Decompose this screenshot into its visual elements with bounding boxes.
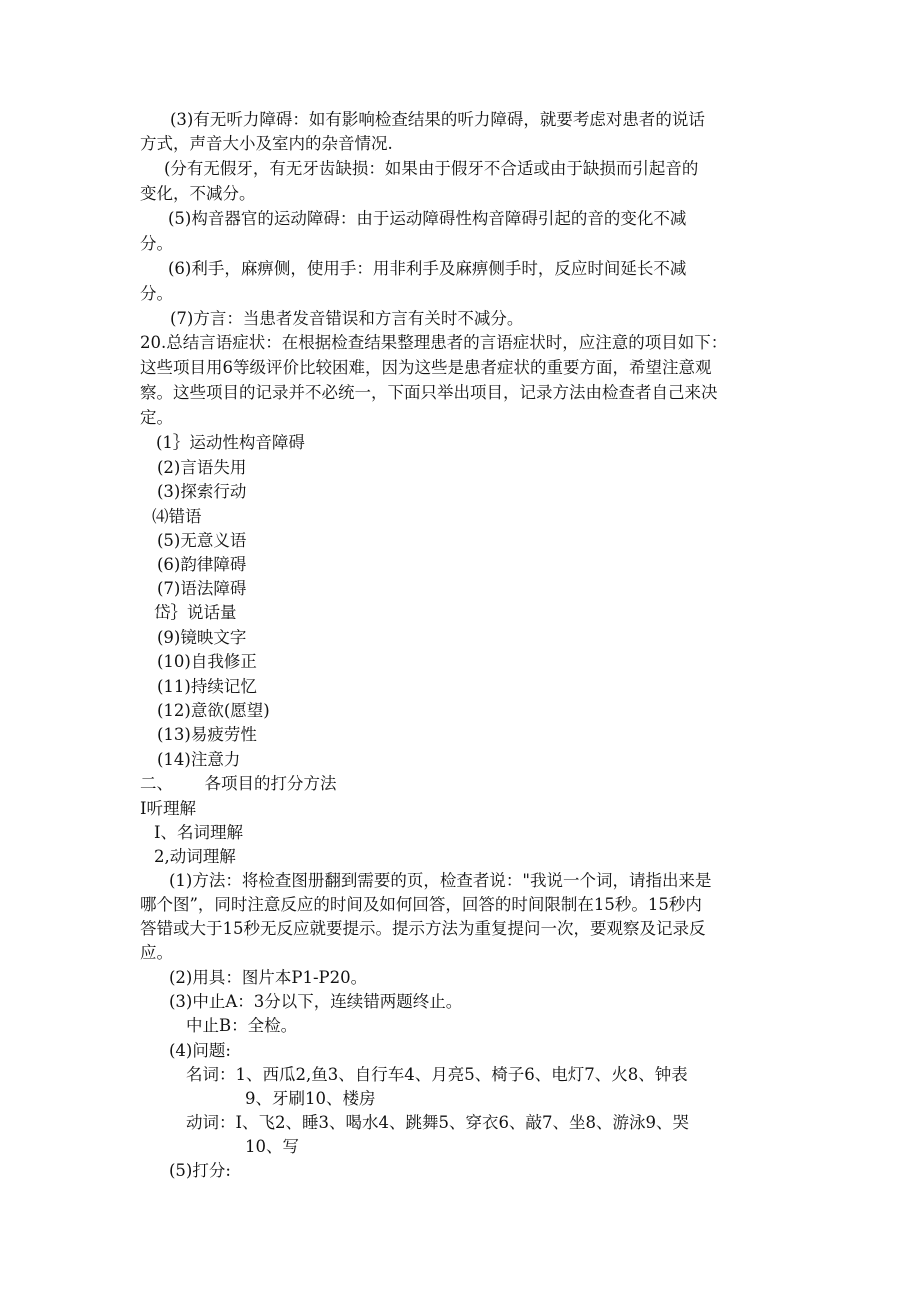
method-line4: 应。 bbox=[140, 943, 173, 962]
list-item: (11)持续记忆 bbox=[157, 677, 257, 696]
method-line2: 哪个图”，同时注意反应的时间及如何回答，回答的时间限制在15秒。15秒内 bbox=[140, 895, 702, 914]
list-item: (12)意欲(愿望) bbox=[157, 701, 270, 720]
list-item: (13)易疲劳性 bbox=[157, 725, 257, 744]
nouns-line2: 9、牙刷10、楼房 bbox=[245, 1089, 376, 1108]
verbs-line2: 10、写 bbox=[245, 1137, 299, 1156]
subsection-noun-comprehension: I、名词理解 bbox=[154, 823, 244, 842]
list-item: (7)语法障碍 bbox=[157, 579, 247, 598]
section-20-line1: 20.总结言语症状：在根据检查结果整理患者的言语症状时，应注意的项目如下： bbox=[140, 333, 728, 352]
para-6-line2: 分。 bbox=[140, 284, 173, 303]
list-item: ⑷错语 bbox=[152, 507, 202, 526]
section-heading-listening: I听理解 bbox=[140, 799, 197, 818]
para-3-line1: (3)有无听力障碍：如有影响检查结果的听力障碍，就要考虑对患者的说话 bbox=[170, 110, 705, 129]
questions-heading: (4)问题: bbox=[169, 1041, 231, 1060]
section-heading-two: 二、 各项目的打分方法 bbox=[140, 774, 337, 793]
stop-b-line: 中止B：全检。 bbox=[186, 1016, 298, 1035]
list-item: (1｝运动性构音障碍 bbox=[156, 433, 305, 452]
list-item: (3)探索行动 bbox=[157, 482, 247, 501]
para-5-line2: 分。 bbox=[140, 234, 173, 253]
section-20-line2: 这些项目用6等级评价比较困难，因为这些是患者症状的重要方面，希望注意观 bbox=[140, 358, 712, 377]
para-4-line2: 变化，不减分。 bbox=[140, 184, 256, 203]
tools-line: (2)用具：图片本P1-P20。 bbox=[169, 968, 368, 987]
list-item: (10)自我修正 bbox=[157, 652, 257, 671]
scoring-heading: (5)打分: bbox=[169, 1161, 231, 1180]
verbs-line1: 动词：I、飞2、睡3、喝水4、跳舞5、穿衣6、敲7、坐8、游泳9、哭 bbox=[186, 1113, 690, 1132]
method-line3: 答错或大于15秒无反应就要提示。提示方法为重复提问一次，要观察及记录反 bbox=[140, 919, 706, 938]
para-5-line1: (5)构音器官的运动障碍：由于运动障碍性构音障碍引起的音的变化不减 bbox=[168, 209, 687, 228]
list-item: 岱｝说话量 bbox=[154, 603, 237, 622]
para-6-line1: (6)利手，麻痹侧，使用手：用非利手及麻痹侧手时，反应时间延长不减 bbox=[168, 259, 687, 278]
section-20-line4: 定。 bbox=[140, 408, 173, 427]
list-item: (5)无意义语 bbox=[157, 531, 247, 550]
nouns-line1: 名词：1、西瓜2,鱼3、自行车4、月亮5、椅子6、电灯7、火8、钟表 bbox=[186, 1065, 688, 1084]
method-line1: (1)方法：将检查图册翻到需要的页，检查者说："我说一个词，请指出来是 bbox=[169, 871, 712, 890]
list-item: (14)注意力 bbox=[157, 750, 241, 769]
stop-a-line: (3)中止A：3分以下，连续错两题终止。 bbox=[169, 992, 463, 1011]
list-item: (2)言语失用 bbox=[157, 458, 247, 477]
para-3-line2: 方式，声音大小及室内的杂音情况. bbox=[140, 134, 393, 153]
para-4-line1: (分有无假牙，有无牙齿缺损：如果由于假牙不合适或由于缺损而引起音的 bbox=[164, 159, 699, 178]
para-7-line1: (7)方言：当患者发音错误和方言有关时不减分。 bbox=[170, 309, 524, 328]
subsection-verb-comprehension: 2,动词理解 bbox=[154, 847, 236, 866]
list-item: (9)镜映文字 bbox=[157, 628, 247, 647]
list-item: (6)韵律障碍 bbox=[157, 555, 247, 574]
section-20-line3: 察。这些项目的记录并不必统一，下面只举出项目，记录方法由检查者自己来决 bbox=[140, 383, 718, 402]
